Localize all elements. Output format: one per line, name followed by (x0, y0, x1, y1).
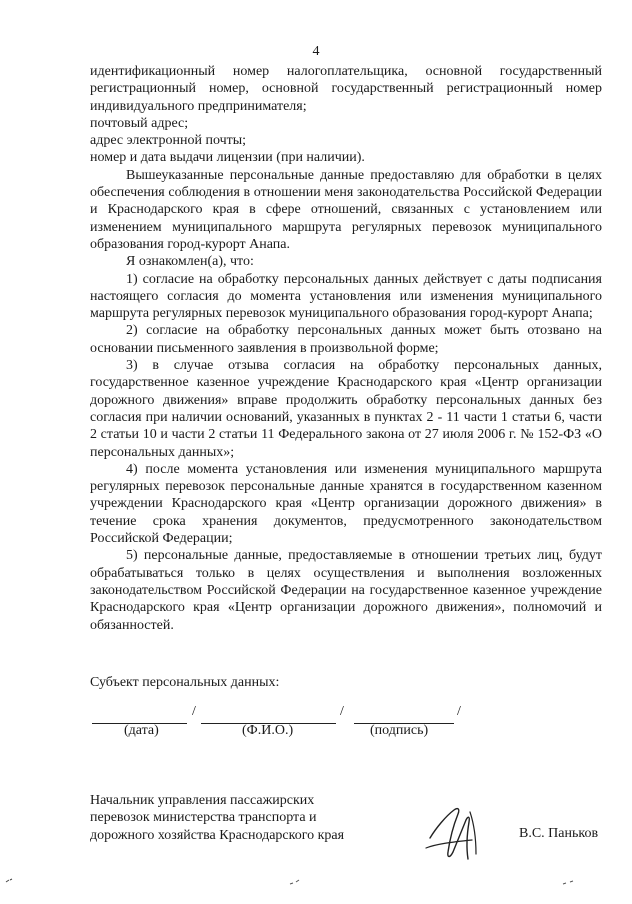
handwritten-signature (424, 804, 494, 866)
page-number: 4 (312, 44, 320, 59)
official-name: В.С. Паньков (519, 826, 599, 841)
paragraph-purpose: Вышеуказанные персональные данные предоставляю для обработки в целях обеспечения соблюдения в отношении меня законодательства Российской Федерации и Краснодарского края в сфере отношений, связанных с установлением или изменением муниципального маршрута регулярных перевозок муниципального образования город-курорт Анапа. (90, 167, 602, 252)
separator-slash: / (340, 704, 344, 719)
signature-caption: (подпись) (370, 723, 429, 738)
position-line: перевозок министерства транспорта и (90, 810, 317, 826)
official-position (90, 792, 390, 844)
paragraph-acknowledged: Я ознакомлен(а), что: (126, 254, 254, 270)
list-item-email: адрес электронной почты; (90, 133, 247, 149)
separator-slash: / (192, 704, 196, 719)
paragraph-item-1: 1) согласие на обработку персональных данных действует с даты подписания настоящего согласия до момента установления или изменения муниципального маршрута регулярных перевозок муниципального образования город-курорт Анапа; (90, 271, 602, 322)
scan-specks (0, 870, 632, 890)
position-line: Начальник управления пассажирских (90, 793, 315, 808)
document-body (90, 63, 602, 634)
signature-field-line[interactable] (354, 705, 454, 724)
list-item-license: номер и дата выдачи лицензии (при наличии). (90, 150, 365, 166)
paragraph-item-5: 5) персональные данные, предоставляемые в отношении третьих лиц, будут обрабатываться только в целях осуществления и выполнения возложенных законодательством Российской Федерации на государственное казенное учреждение Краснодарского края «Центр организации дорожного движения», полномочий и обязанностей. (90, 548, 602, 633)
fio-field-line[interactable] (201, 705, 336, 724)
list-item-postal-address: почтовый адрес; (90, 115, 189, 131)
paragraph-item-2: 2) согласие на обработку персональных данных может быть отозвано на основании письменного заявления в произвольной форме; (90, 323, 602, 356)
date-caption: (дата) (124, 723, 159, 738)
position-line: дорожного хозяйства Краснодарского края (90, 827, 345, 843)
date-field-line[interactable] (92, 705, 187, 724)
subject-label: Субъект персональных данных: (90, 675, 280, 690)
paragraph-item-3: 3) в случае отзыва согласия на обработку персональных данных, государственное казенное учреждение Краснодарского края «Центр организации дорожного движения» вправе продолжить обработку персональных данных без согласия при наличии оснований, указанных в пунктах 2 - 11 части 1 статьи 6, части 2 статьи 10 и части 2 статьи 11 Федерального закона от 27 июля 2006 г. № 152-ФЗ «О персональных данных»; (90, 358, 602, 460)
paragraph-item-4: 4) после момента установления или изменения муниципального маршрута регулярных перевозок персональные данные хранятся в государственном казенном учреждении Краснодарского края «Центр организации дорожного движения» в течение срока хранения документов, предусмотренного законодательством Российской Федерации; (90, 461, 602, 547)
fio-caption: (Ф.И.О.) (242, 723, 294, 738)
list-item-id-numbers: идентификационный номер налогоплательщика, основной государственный регистрационный номер, основной государственный регистрационный номер индивидуального предпринимателя; (90, 64, 602, 114)
separator-slash: / (457, 704, 461, 719)
